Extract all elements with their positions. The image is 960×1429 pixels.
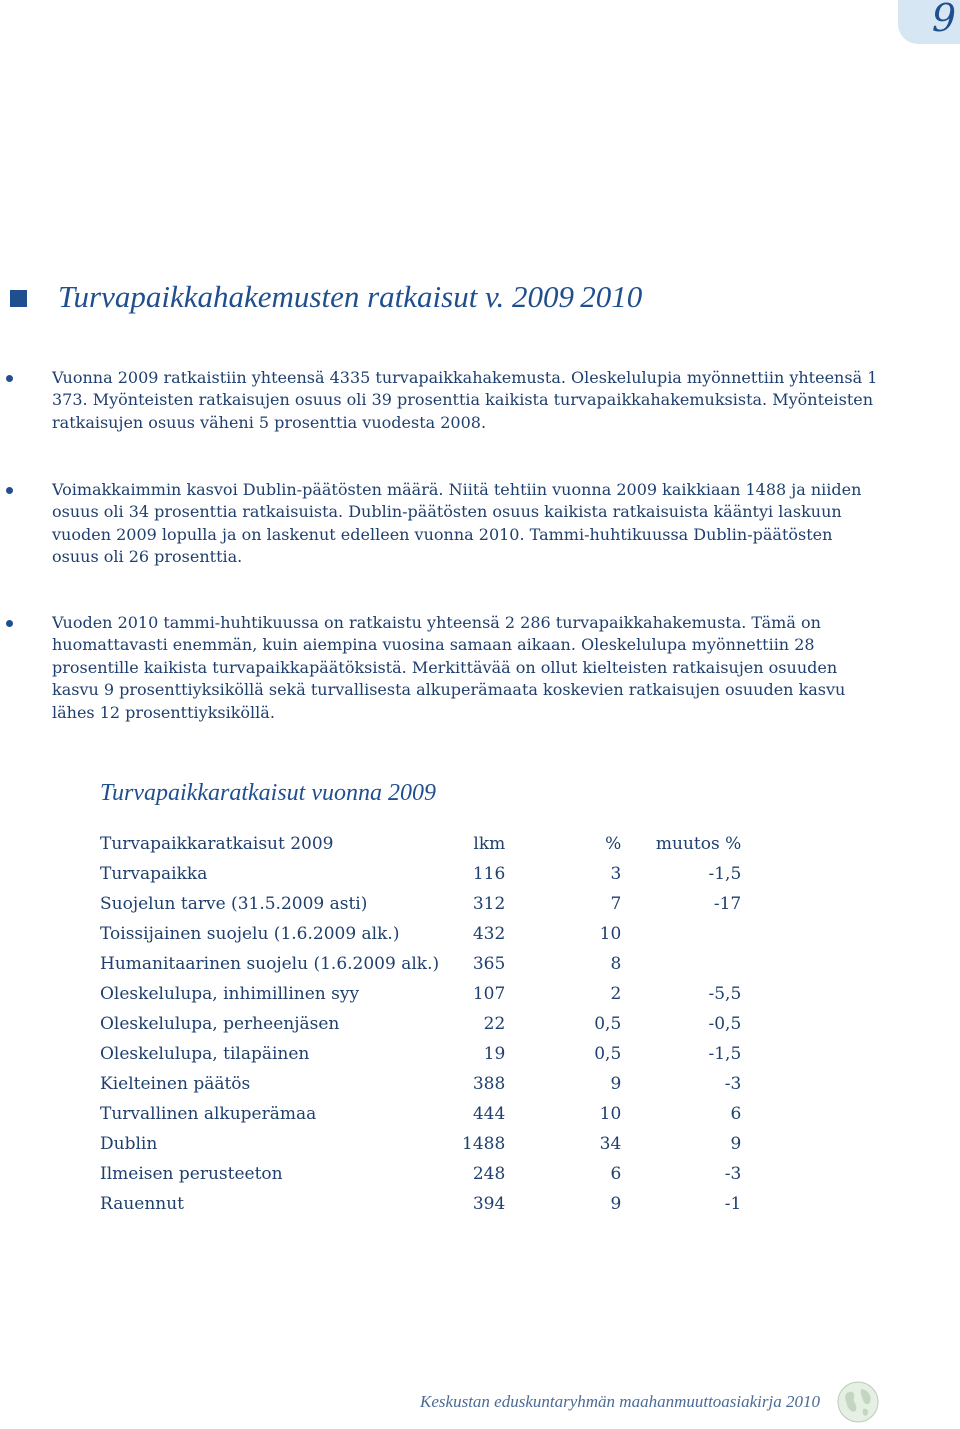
page-number: 9 <box>931 0 956 40</box>
bullet-item <box>52 367 882 434</box>
row-category: Dublin <box>100 1134 158 1154</box>
header-percent: % <box>605 834 622 854</box>
table-row <box>100 859 741 889</box>
bullet-text: Voimakkaimmin kasvoi Dublin-päätösten määrä. Niitä tehtiin vuonna 2009 kaikkiaan 1488 ja niiden osuus oli 34 prosenttia ratkaisuista. Dublin-päätösten osuus kaikista ratkaisuista kääntyi laskuun vuoden 2009 lopulla ja on laskenut edelleen vuonna 2010. Tammi-huhtikuussa Dublin-päätösten osuus oli 26 prosenttia. <box>52 480 862 567</box>
row-percent: 0,5 <box>594 1014 622 1034</box>
table-row <box>100 1039 741 1069</box>
row-count: 394 <box>472 1194 506 1214</box>
bullet-dot-icon <box>6 620 13 627</box>
row-percent: 0,5 <box>594 1044 622 1064</box>
bullet-item <box>52 479 882 569</box>
row-count: 19 <box>483 1044 506 1064</box>
bullet-text: Vuonna 2009 ratkaistiin yhteensä 4335 turvapaikkahakemusta. Oleskelulupia myönnettiin yhteensä 1 373. Myönteisten ratkaisujen osuus oli 39 prosenttia kaikista turvapaikkahakemuksista. Myönteisten ratkaisujen osuus väheni 5 prosenttia vuodesta 2008. <box>52 368 878 432</box>
row-change: -1,5 <box>708 1044 742 1064</box>
bullet-dot-icon <box>6 375 13 382</box>
table-row <box>100 889 741 919</box>
row-category: Toissijainen suojelu (1.6.2009 alk.) <box>100 924 400 944</box>
row-category: Ilmeisen perusteeton <box>100 1164 283 1184</box>
table-body <box>100 859 741 1219</box>
header-change: muutos % <box>655 834 742 854</box>
row-count: 22 <box>483 1014 506 1034</box>
row-category: Kielteinen päätös <box>100 1074 251 1094</box>
row-count: 116 <box>472 864 506 884</box>
row-change <box>621 949 741 979</box>
row-change: -1,5 <box>708 864 742 884</box>
row-percent: 9 <box>610 1194 622 1214</box>
footer-text: Keskustan eduskuntaryhmän maahanmuuttoasiakirja 2010 <box>420 1392 820 1411</box>
row-percent: 10 <box>599 924 622 944</box>
table-row <box>100 1159 741 1189</box>
row-percent: 34 <box>599 1134 622 1154</box>
row-category: Oleskelulupa, tilapäinen <box>100 1044 310 1064</box>
table-row <box>100 1009 741 1039</box>
row-category: Rauennut <box>100 1194 185 1214</box>
row-change: -0,5 <box>708 1014 742 1034</box>
row-percent: 3 <box>610 864 622 884</box>
row-change: 9 <box>730 1134 742 1154</box>
row-change: -3 <box>724 1074 742 1094</box>
table-title: Turvapaikkaratkaisut vuonna 2009 <box>100 780 436 806</box>
table-row <box>100 949 741 979</box>
table-row <box>100 1189 741 1219</box>
row-percent: 7 <box>610 894 622 914</box>
table-row <box>100 1129 741 1159</box>
row-change: -5,5 <box>708 984 742 1004</box>
bullet-text: Vuoden 2010 tammi-huhtikuussa on ratkaistu yhteensä 2 286 turvapaikkahakemusta. Tämä on huomattavasti enemmän, kuin aiempina vuosina samaan aikaan. Oleskelulupa myönnettiin 28 prosentille kaikista turvapaikkapäätöksistä. Merkittävää on ollut kielteisten ratkaisujen osuuden kasvu 9 prosenttiyksiköllä sekä turvallisesta alkuperämaata koskevien ratkaisujen osuuden kasvu lähes 12 prosenttiyksiköllä. <box>52 613 846 722</box>
globe-icon <box>836 1380 880 1424</box>
row-percent: 10 <box>599 1104 622 1124</box>
square-icon <box>10 290 27 307</box>
row-count: 388 <box>472 1074 506 1094</box>
decisions-table <box>100 829 741 1219</box>
section-heading: Turvapaikkahakemusten ratkaisut v. 2009 2010 <box>58 279 643 314</box>
row-count: 432 <box>472 924 506 944</box>
row-percent: 8 <box>610 954 622 974</box>
row-count: 444 <box>472 1104 506 1124</box>
bullet-item <box>52 612 882 724</box>
row-category: Oleskelulupa, perheenjäsen <box>100 1014 340 1034</box>
row-change <box>621 919 741 949</box>
table-row <box>100 1069 741 1099</box>
row-count: 248 <box>472 1164 506 1184</box>
row-percent: 6 <box>610 1164 622 1184</box>
row-count: 107 <box>472 984 506 1004</box>
row-category: Turvapaikka <box>100 864 208 884</box>
row-change: -17 <box>713 894 742 914</box>
table-row <box>100 1099 741 1129</box>
bullet-dot-icon <box>6 487 13 494</box>
page-tab <box>898 0 960 44</box>
row-count: 1488 <box>462 1134 506 1154</box>
row-category: Turvallinen alkuperämaa <box>100 1104 317 1124</box>
row-category: Suojelun tarve (31.5.2009 asti) <box>100 894 368 914</box>
row-count: 365 <box>472 954 506 974</box>
table-header-row <box>100 829 741 859</box>
row-change: -1 <box>724 1194 742 1214</box>
row-change: 6 <box>730 1104 742 1124</box>
table-row <box>100 979 741 1009</box>
table-row <box>100 919 741 949</box>
row-category: Humanitaarinen suojelu (1.6.2009 alk.) <box>100 954 440 974</box>
row-percent: 2 <box>610 984 622 1004</box>
header-count: lkm <box>473 834 506 854</box>
row-percent: 9 <box>610 1074 622 1094</box>
row-category: Oleskelulupa, inhimillinen syy <box>100 984 360 1004</box>
row-count: 312 <box>472 894 506 914</box>
header-category: Turvapaikkaratkaisut 2009 <box>100 834 334 854</box>
row-change: -3 <box>724 1164 742 1184</box>
